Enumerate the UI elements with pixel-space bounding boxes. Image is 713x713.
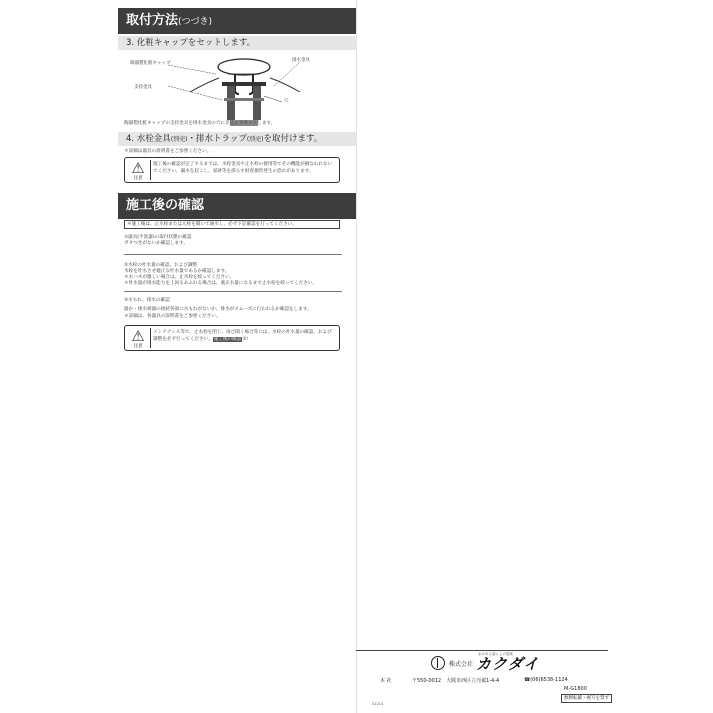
install-title: 取付方法 [126,13,179,28]
caution-text-2 [153,329,335,343]
step4-note: ＊詳細は器具の説明書をご参照ください。 [124,149,212,154]
caution-label-1: 注意 [133,176,143,181]
check-section-banner [118,193,356,219]
company-brand: カクダイ [476,655,540,673]
step4-suffix: を取付けます。 [263,134,323,144]
reprint-notice: 無断転載・複写を禁ず [561,694,612,703]
label-support-metal: 支持金具 [134,85,152,90]
company-prefix: 株式会社 [449,661,474,668]
caution-mark-1 [129,161,147,182]
hq-address: 〒550-0012 大阪市西区立売堀1-4-4 [412,678,500,684]
step3-heading: 3. 化粧キャップをセットします。 [118,36,356,50]
item3-text-1: 器か・排水被器の接続各部に水もれがないか、排水がスムーズに行われるか確認をします。 [124,307,312,312]
divider-2 [124,291,342,292]
item1-text: ガタつきがないか確認します。 [124,241,188,246]
item3-text-2: ＊詳細は、各器具の説明書をご参照ください。 [124,314,221,319]
caution-box-2 [124,325,340,351]
step4-heading [118,132,356,146]
item2-text-1: 水栓を吐水させ適正な吐水量であるか確認します。 [124,269,230,274]
step3-note: 陶器製化粧キャップの支持金具を排水金具の穴に差込んでセットします。 [124,121,276,126]
hq-phone: ☎(06)6538-1124 [524,677,568,683]
check-title: 施工後の確認 [126,198,205,213]
doc-code: M-G1800 [564,686,587,692]
caution2-suffix: ②） [242,337,252,342]
cap-installation-diagram [124,52,340,128]
caution2-body: メンテナンス等で、止水栓を閉じ、再び開く場合等には、水栓の吐水量の確認、および調整を必ず行ってください。 [153,330,332,342]
page-fold-line [356,0,357,713]
step4-sold-separately-2: (別売) [246,136,264,143]
item3-title: ③水もれ、排水の確認 [124,298,170,303]
hq-label: 本 社 [380,678,392,684]
divider-1 [124,254,342,255]
print-code: 01214 [372,702,384,706]
item1-title: ①器具(手洗器)の取付状態の確認 [124,235,192,240]
install-section-banner [118,8,356,34]
item2-text-3: ＊吐水量が排水能力を上回るあふれる場合は、適正水量になるまで止水栓を絞ってください。 [124,281,317,286]
company-tagline: 水のある暮らしの提案 [478,652,513,656]
caution2-highlight: 施工後の確認 [213,337,242,342]
warning-triangle-icon: ⚠ [131,159,145,177]
label-ceramic-cap: 陶器製化粧キャップ [130,61,171,66]
kakudai-logo-icon [431,656,445,670]
label-hole: 穴 [284,99,289,104]
caution-mark-2 [129,329,147,350]
label-drain-fitting: 排水金具 [292,58,310,63]
item2-title: ②水栓の吐水量の確認、および調整 [124,263,198,268]
step4-faucet: 4. 水栓金具 [126,134,171,144]
caution-text-1: 施工後の確認が完了するまでは、水栓金具や止水栓の使用等でその機能が損なわれないでください。漏水を起こし、家財等を濡らす財産損害発生の恐れがあります。 [153,162,333,174]
caution-box-1 [124,157,340,183]
warning-triangle-icon: ⚠ [131,327,145,345]
step4-sold-separately-1: (別売) [170,136,188,143]
check-intro: ＊施工後は、止水栓または元栓を開いて通水し、必ず下記確認を行ってください。 [124,220,340,229]
footer-top-rule [356,650,608,651]
item2-text-2: ＊水ハネが激しい場合は、止水栓を絞ってください。 [124,275,235,280]
install-title-suffix: (つづき) [178,17,213,27]
step4-trap: ・排水トラップ [187,134,247,144]
caution-label-2: 注意 [133,344,143,349]
